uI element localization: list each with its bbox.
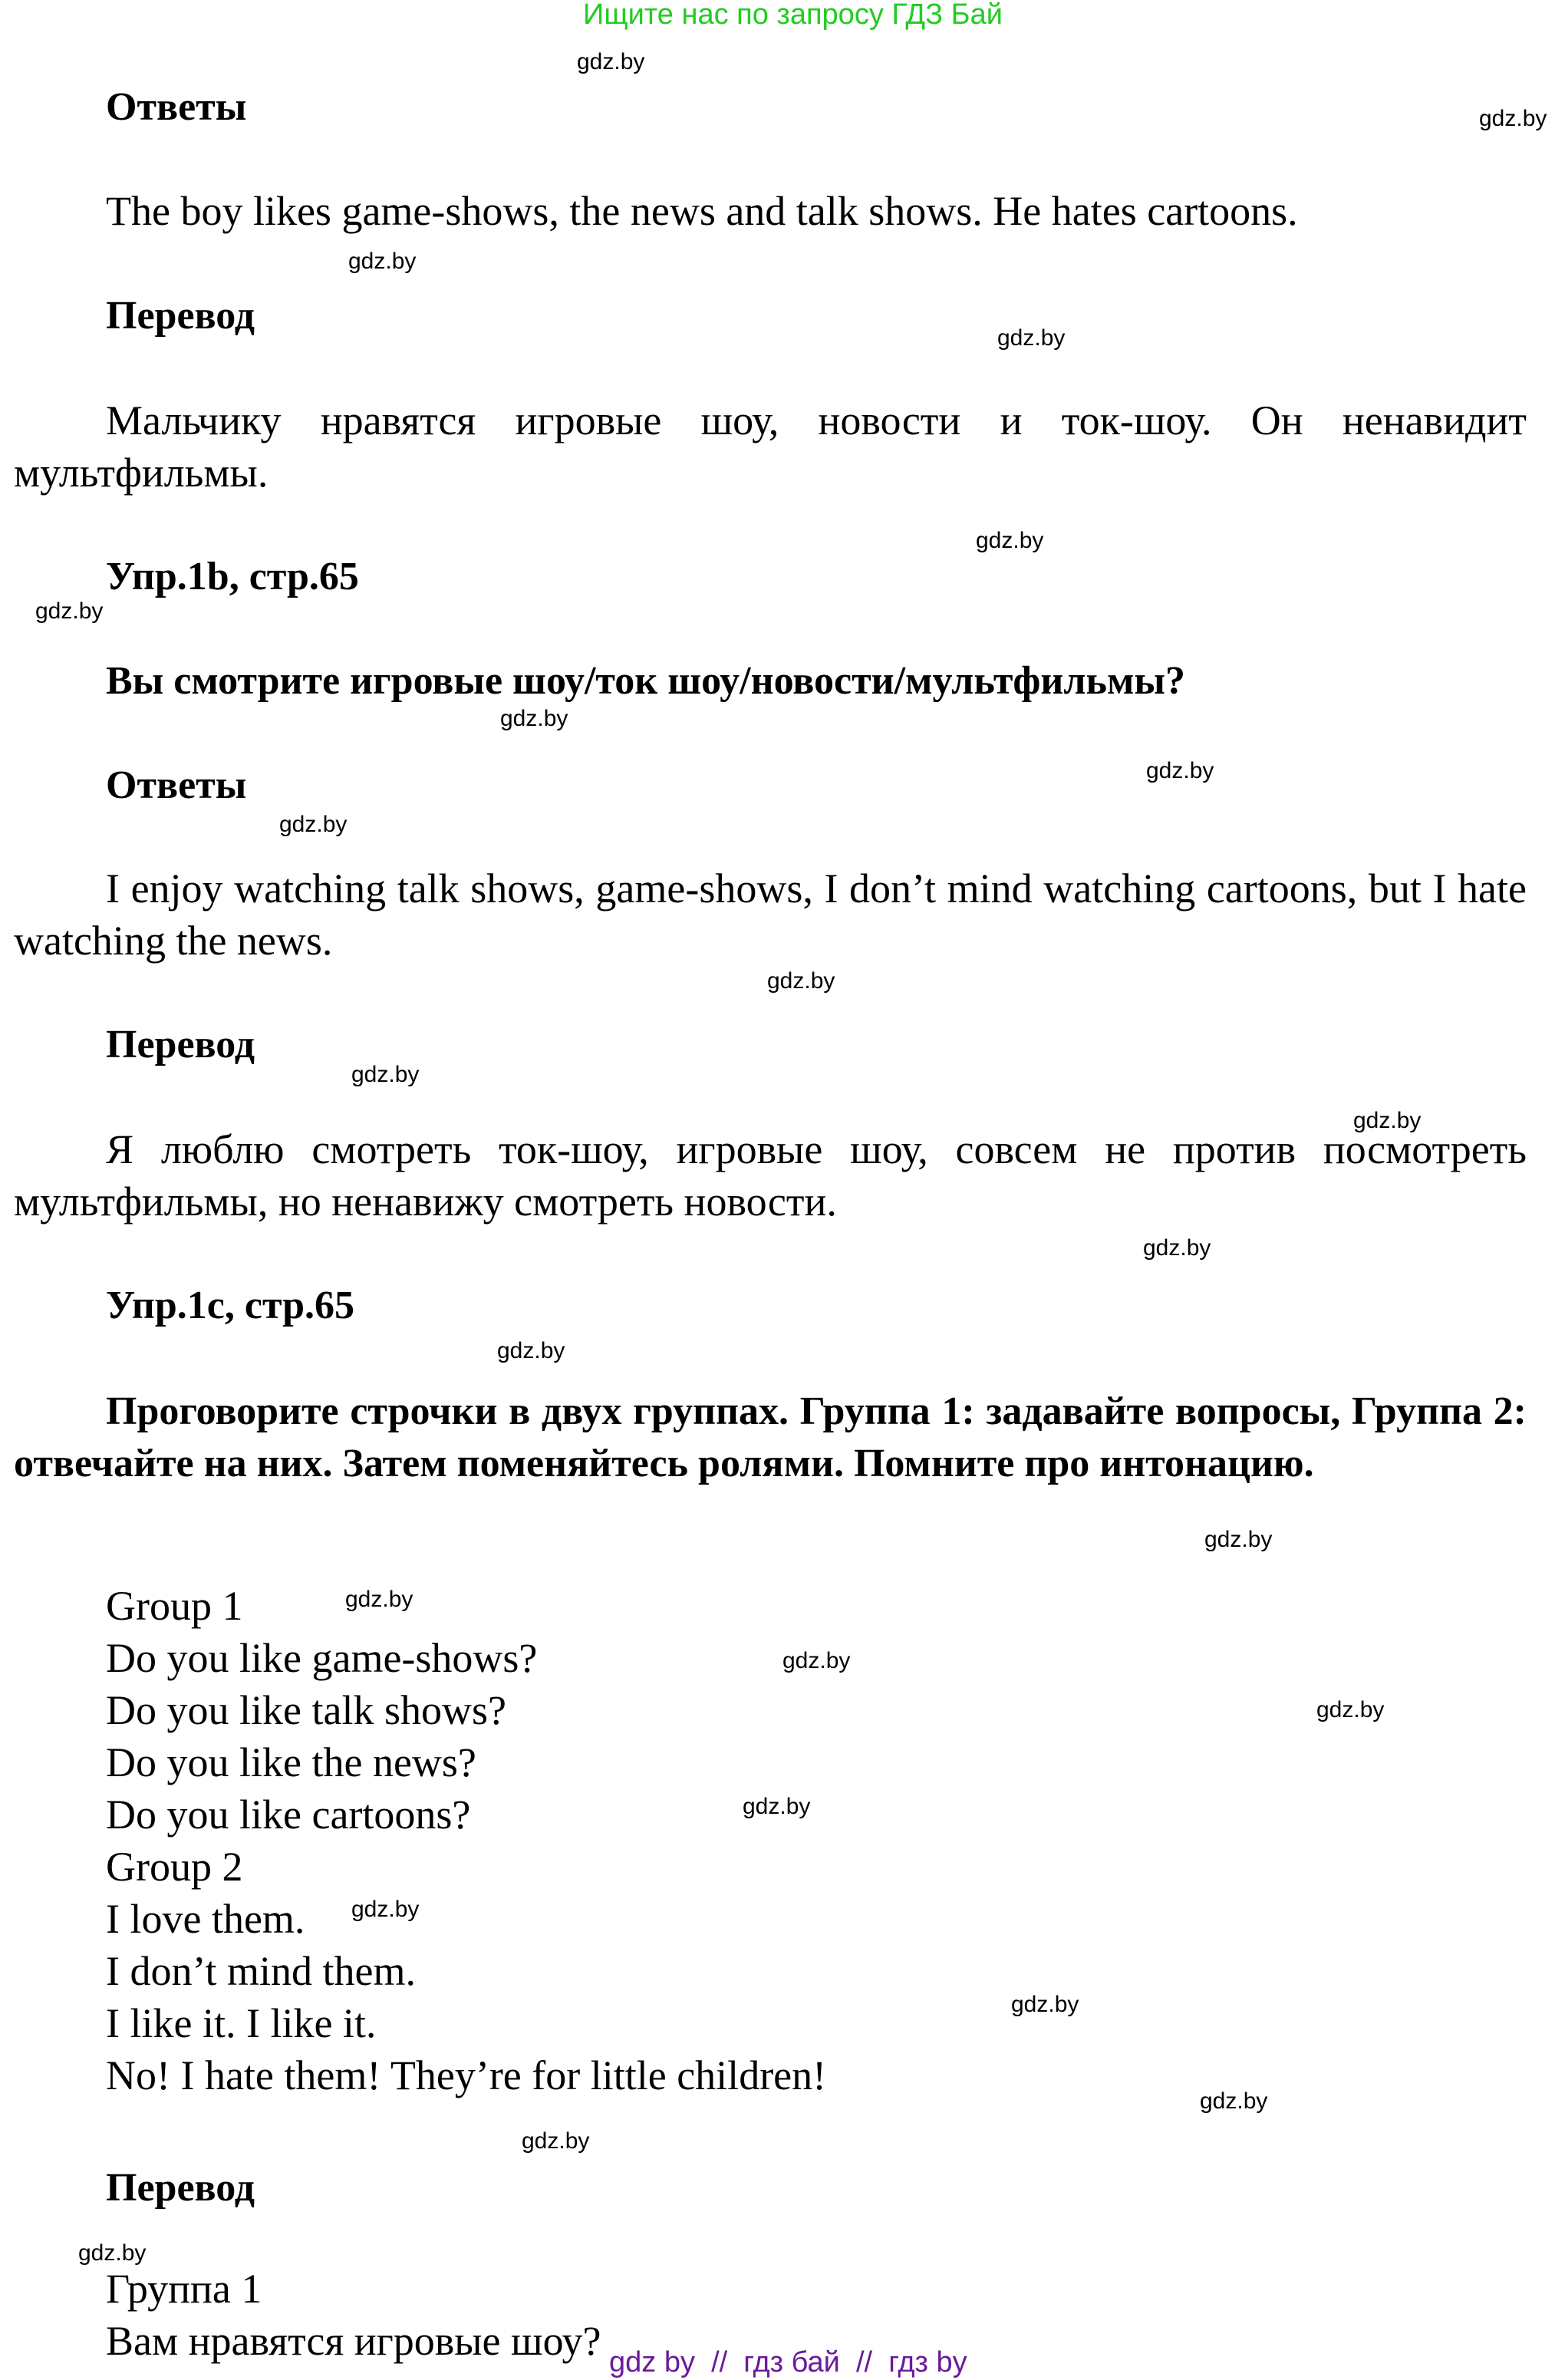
translation-line: Группа 1 xyxy=(106,2266,262,2312)
translation-heading-3: Перевод xyxy=(106,2166,255,2210)
watermark-text: gdz.by xyxy=(78,2240,147,2266)
exercise-1b-task: Вы смотрите игровые шоу/ток шоу/новости/мультфильмы? xyxy=(106,659,1186,703)
watermark-text: gdz.by xyxy=(35,598,104,624)
watermark-text: gdz.by xyxy=(279,812,348,837)
exercise-1b-heading: Упр.1b, стр.65 xyxy=(106,555,359,598)
dialogue-line: Group 2 xyxy=(106,1844,243,1890)
dialogue-line: No! I hate them! They’re for little children! xyxy=(106,2052,827,2098)
watermark-text: gdz.by xyxy=(351,1897,420,1922)
watermark-text: gdz.by xyxy=(577,49,645,74)
watermark-text: gdz.by xyxy=(1011,1992,1079,2017)
watermark-text: gdz.by xyxy=(782,1648,851,1673)
dialogue-line: Do you like cartoons? xyxy=(106,1792,471,1838)
top-banner-link[interactable]: Ищите нас по запросу ГДЗ Бай xyxy=(583,0,1003,31)
watermark-text: gdz.by xyxy=(1479,106,1547,131)
translation-text-2: Я люблю смотреть ток-шоу, игровые шоу, совсем не против посмотреть мультфильмы, но ненавижу смотреть новости. xyxy=(14,1126,1527,1225)
exercise-1c-task: Проговорите строчки в двух группах. Группа 1: задавайте вопросы, Группа 2: отвечайте на них. Затем поменяйтесь ролями. Помните про интонацию. xyxy=(14,1389,1527,1485)
dialogue-line: I don’t mind them. xyxy=(106,1948,416,1994)
watermark-text: gdz.by xyxy=(1204,1527,1273,1552)
watermark-text: gdz.by xyxy=(743,1794,811,1819)
watermark-text: gdz.by xyxy=(997,325,1066,351)
footer-links[interactable]: gdz by // гдз бай // гдз by xyxy=(609,2346,967,2378)
watermark-text: gdz.by xyxy=(1316,1697,1385,1722)
answer-text-1: The boy likes game-shows, the news and talk shows. He hates cartoons. xyxy=(106,188,1298,234)
dialogue-line: I like it. I like it. xyxy=(106,2000,377,2046)
answers-heading-1: Ответы xyxy=(106,85,247,129)
translation-heading-1: Перевод xyxy=(106,294,255,338)
watermark-text: gdz.by xyxy=(348,249,417,274)
watermark-text: gdz.by xyxy=(345,1587,413,1612)
watermark-text: gdz.by xyxy=(351,1062,420,1087)
dialogue-line: Do you like game-shows? xyxy=(106,1635,538,1681)
watermark-text: gdz.by xyxy=(500,706,568,731)
translation-heading-2: Перевод xyxy=(106,1023,255,1066)
watermark-text: gdz.by xyxy=(1143,1235,1211,1261)
watermark-text: gdz.by xyxy=(497,1338,565,1363)
answer-text-2: I enjoy watching talk shows, game-shows, I don’t mind watching cartoons, but I hate watching the news. xyxy=(14,865,1527,964)
dialogue-line: Do you like talk shows? xyxy=(106,1687,506,1733)
exercise-1c-heading: Упр.1c, стр.65 xyxy=(106,1284,355,1327)
watermark-text: gdz.by xyxy=(1146,758,1214,783)
watermark-text: gdz.by xyxy=(522,2128,590,2154)
watermark-text: gdz.by xyxy=(976,528,1044,553)
translation-text-1: Мальчику нравятся игровые шоу, новости и ток-шоу. Он ненавидит мультфильмы. xyxy=(14,397,1527,496)
dialogue-line: Group 1 xyxy=(106,1583,243,1629)
dialogue-line: Do you like the news? xyxy=(106,1739,476,1785)
translation-line: Вам нравятся игровые шоу? xyxy=(106,2318,601,2364)
dialogue-line: I love them. xyxy=(106,1896,305,1942)
watermark-text: gdz.by xyxy=(1353,1108,1422,1133)
answers-heading-2: Ответы xyxy=(106,763,247,807)
watermark-text: gdz.by xyxy=(767,968,835,994)
watermark-text: gdz.by xyxy=(1200,2088,1268,2114)
